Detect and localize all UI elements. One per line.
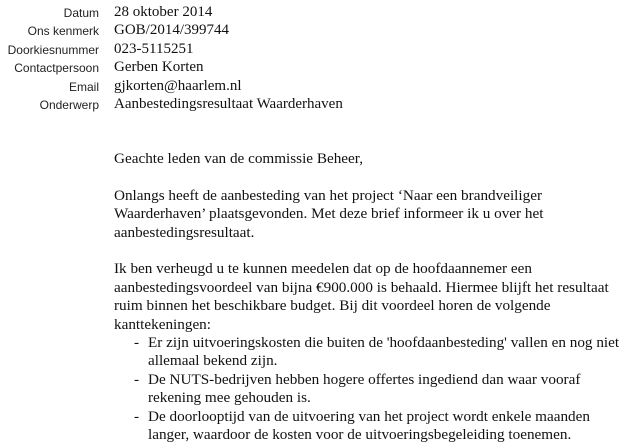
- header-row-phone: [0, 41, 640, 59]
- list-item-text: Er zijn uitvoeringskosten die buiten de 'hoofdaanbesteding' vallen en nog niet allemaal bekend zijn.: [148, 334, 620, 370]
- reference-label: Ons kenmerk: [27, 24, 99, 39]
- list-item-text: De doorlooptijd van de uitvoering van het project wordt enkele maanden langer, waardoor de kosten voor de uitvoeringsbegeleiding toenemen.: [148, 407, 590, 444]
- header-row-contact: [0, 59, 640, 77]
- bullet-dash: -: [134, 370, 140, 388]
- reference-value: GOB/2014/399744: [114, 22, 230, 39]
- list-item: [114, 408, 634, 445]
- email-label: Email: [68, 79, 99, 94]
- paragraph-intro: Onlangs heeft de aanbesteding van het project ‘Naar een brandveiliger Waarderhaven’ plaatsgevonden. Met deze brief informeer ik u over het aanbestedingsresultaat.: [114, 186, 544, 241]
- header-row-subject: [0, 96, 640, 114]
- letter-body: [114, 150, 634, 444]
- subject-label: Onderwerp: [39, 97, 99, 112]
- list-item: [114, 371, 634, 408]
- email-value: gjkorten@haarlem.nl: [114, 77, 242, 94]
- paragraph-result: Ik ben verheugd u te kunnen meedelen dat op de hoofdaannemer een aanbestedingsvoordeel van bijna €900.000 is behaald. Hiermee blijft het resultaat ruim binnen het beschikbare budget. Bij dit voordeel horen de volgende kanttekeningen:: [114, 260, 609, 333]
- contact-value: Gerben Korten: [114, 59, 204, 76]
- header-row-date: [0, 4, 640, 22]
- remarks-list: [114, 334, 634, 444]
- salutation: Geachte leden van de commissie Beheer,: [114, 150, 364, 167]
- header-row-email: [0, 78, 640, 96]
- contact-label: Contactpersoon: [14, 61, 99, 76]
- list-item-text: De NUTS-bedrijven hebben hogere offertes ingediend dan waar vooraf rekening mee gehouden is.: [148, 370, 581, 407]
- list-item: [114, 334, 634, 371]
- bullet-dash: -: [134, 407, 140, 425]
- bullet-dash: -: [134, 334, 140, 352]
- letter-header: [0, 4, 640, 114]
- date-label: Datum: [63, 6, 99, 20]
- phone-value: 023-5115251: [114, 40, 194, 57]
- subject-value: Aanbestedingsresultaat Waarderhaven: [114, 95, 343, 112]
- date-value: 28 oktober 2014: [114, 4, 213, 20]
- phone-label: Doorkiesnummer: [7, 42, 99, 57]
- header-row-reference: [0, 22, 640, 40]
